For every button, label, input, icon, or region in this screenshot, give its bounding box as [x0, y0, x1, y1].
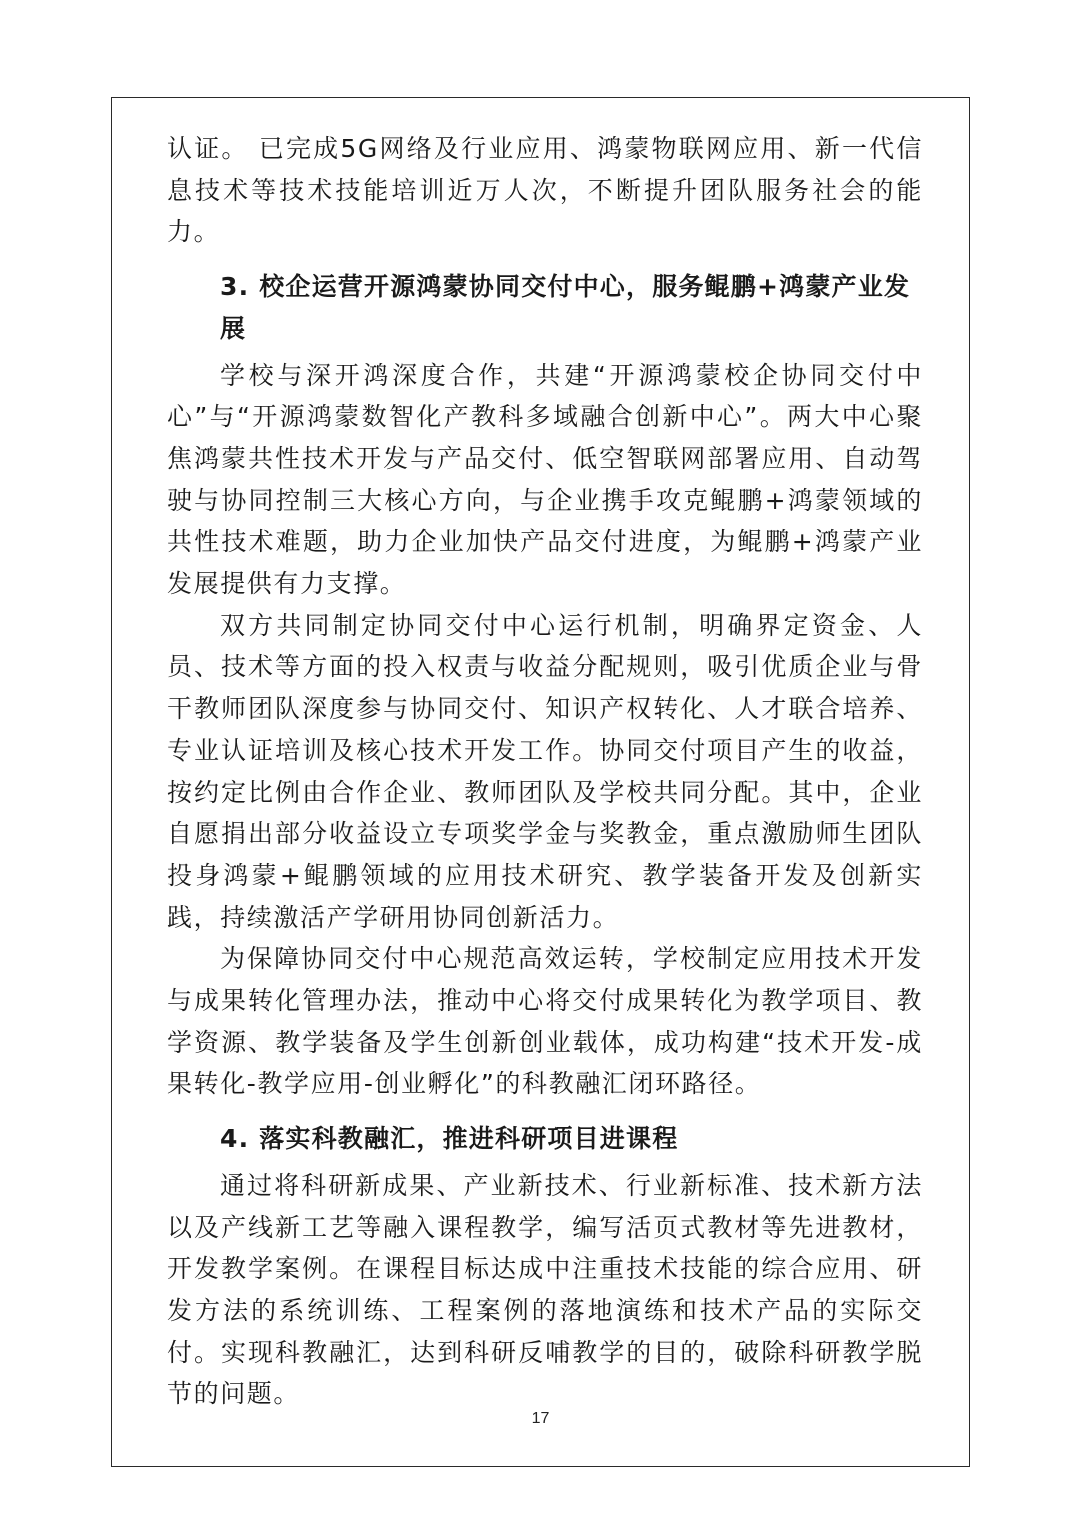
page-content — [167, 128, 923, 1415]
section-3-paragraph-1: 学校与深开鸿深度合作，共建“开源鸿蒙校企协同交付中心”与“开源鸿蒙数智化产教科多域融合创新中心”。两大中心聚焦鸿蒙共性技术开发与产品交付、低空智联网部署应用、自动驾驶与协同控制三大核心方向，与企业携手攻克鲲鹏+鸿蒙领域的共性技术难题，助力企业加快产品交付进度，为鲲鹏+鸿蒙产业发展提供有力支撑。 — [167, 360, 923, 599]
continuation-paragraph: 认证。 已完成5G网络及行业应用、鸿蒙物联网应用、新一代信息技术等技术技能培训近万人次，不断提升团队服务社会的能力。 — [167, 134, 923, 247]
page-frame — [111, 97, 970, 1467]
section-4-paragraph-1: 通过将科研新成果、产业新技术、行业新标准、技术新方法以及产线新工艺等融入课程教学，编写活页式教材等先进教材，开发教学案例。在课程目标达成中注重技术技能的综合应用、研发方法的系统训练、工程案例的落地演练和技术产品的实际交付。实现科教融汇，达到科研反哺教学的目的，破除科研教学脱节的问题。 — [167, 1170, 923, 1409]
section-3-paragraph-2: 双方共同制定协同交付中心运行机制，明确界定资金、人员、技术等方面的投入权责与收益分配规则，吸引优质企业与骨干教师团队深度参与协同交付、知识产权转化、人才联合培养、专业认证培训及核心技术开发工作。协同交付项目产生的收益，按约定比例由合作企业、教师团队及学校共同分配。其中，企业自愿捐出部分收益设立专项奖学金与奖教金，重点激励师生团队投身鸿蒙+鲲鹏领域的应用技术研究、教学装备开发及创新实践，持续激活产学研用协同创新活力。 — [167, 610, 923, 932]
section-3-heading: 3. 校企运营开源鸿蒙协同交付中心，服务鲲鹏+鸿蒙产业发展 — [220, 272, 911, 343]
page-number: 17 — [531, 1410, 550, 1427]
section-3-paragraph-3: 为保障协同交付中心规范高效运转，学校制定应用技术开发与成果转化管理办法，推动中心将交付成果转化为教学项目、教学资源、教学装备及学生创新创业载体，成功构建“技术开发-成果转化-教学应用-创业孵化”的科教融汇闭环路径。 — [167, 944, 923, 1099]
section-4-heading: 4. 落实科教融汇，推进科研项目进课程 — [220, 1124, 679, 1154]
